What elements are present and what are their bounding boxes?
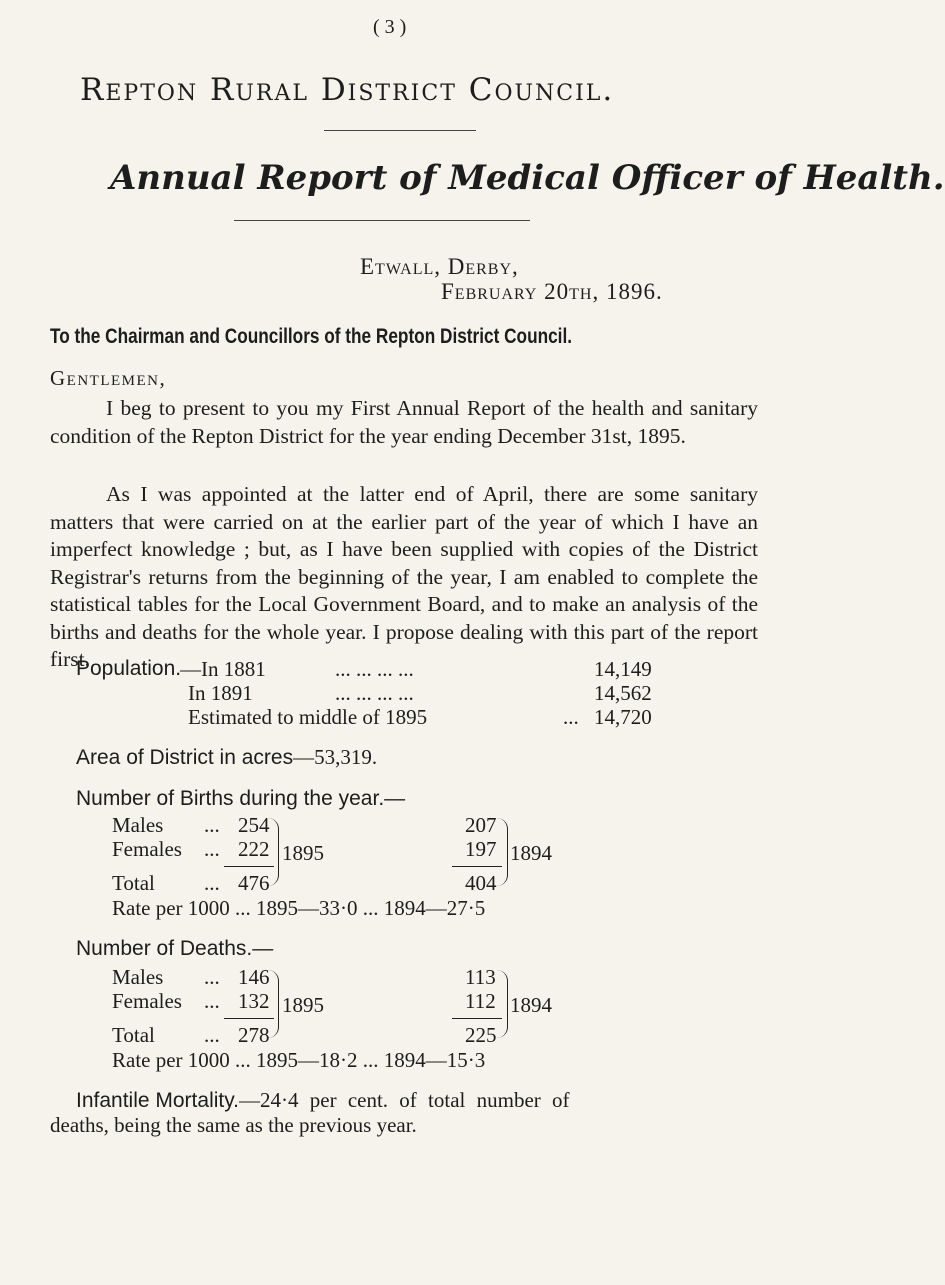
area-line bbox=[76, 745, 377, 770]
births-males-dots: ... bbox=[204, 813, 220, 837]
population-row-value: 14,562 bbox=[594, 681, 652, 705]
address-line: To the Chairman and Councillors of the Repton District Council. bbox=[50, 325, 573, 348]
deaths-females-label: Females bbox=[112, 989, 182, 1013]
infantile-text: —24·4 per cent. of total number of bbox=[239, 1088, 570, 1112]
deaths-total-label: Total bbox=[112, 1023, 155, 1047]
deaths-females-1894: 112 bbox=[465, 989, 496, 1013]
population-row-dots: ... ... ... ... bbox=[335, 681, 414, 705]
population-row-value: 14,720 bbox=[594, 705, 652, 729]
deaths-sum-line-1895 bbox=[224, 1018, 274, 1019]
births-females-1895: 222 bbox=[238, 837, 270, 861]
deaths-total-1894: 225 bbox=[465, 1023, 497, 1047]
deaths-total-dots: ... bbox=[204, 1023, 220, 1047]
deaths-brace-1895 bbox=[268, 970, 279, 1038]
births-males-label: Males bbox=[112, 813, 164, 837]
births-sum-line-1894 bbox=[452, 866, 502, 867]
births-sum-line-1895 bbox=[224, 866, 274, 867]
births-males-1895: 254 bbox=[238, 813, 270, 837]
population-row-label: In 1891 bbox=[188, 681, 253, 705]
area-label: Area of District in acres bbox=[76, 746, 294, 769]
births-heading: Number of Births during the year.— bbox=[76, 787, 406, 810]
population-row-label: —In 1881 bbox=[180, 657, 266, 681]
date: February 20th, 1896. bbox=[441, 279, 663, 304]
births-females-dots: ... bbox=[204, 837, 220, 861]
population-row-dots: ... bbox=[563, 705, 579, 729]
infantile-line bbox=[76, 1088, 570, 1113]
births-total-1895: 476 bbox=[238, 871, 270, 895]
births-year-1894: 1894 bbox=[510, 841, 552, 865]
births-females-label: Females bbox=[112, 837, 182, 861]
salutation: Gentlemen, bbox=[50, 366, 167, 390]
deaths-males-1894: 113 bbox=[465, 965, 496, 989]
paragraph-1: I beg to present to you my First Annual Report of the health and sanitary condition of the Repton District for the year ending December 31st, 1895. bbox=[50, 396, 758, 448]
births-females-1894: 197 bbox=[465, 837, 497, 861]
deaths-brace-1894 bbox=[497, 970, 508, 1038]
births-males-1894: 207 bbox=[465, 813, 497, 837]
deaths-males-label: Males bbox=[112, 965, 164, 989]
population-row-dots: ... ... ... ... bbox=[335, 657, 414, 681]
births-brace-1894 bbox=[497, 818, 508, 886]
population-row-label: Estimated to middle of 1895 bbox=[188, 705, 428, 729]
page-number: ( 3 ) bbox=[373, 16, 407, 38]
location: Etwall, Derby, bbox=[360, 254, 519, 279]
births-year-1895: 1895 bbox=[282, 841, 324, 865]
council-title: Repton Rural District Council. bbox=[80, 72, 615, 108]
births-rate: Rate per 1000 ... 1895—33·0 ... 1894—27·5 bbox=[112, 896, 486, 920]
births-total-dots: ... bbox=[204, 871, 220, 895]
deaths-total-1895: 278 bbox=[238, 1023, 270, 1047]
infantile-text-2: deaths, being the same as the previous year. bbox=[50, 1113, 417, 1137]
deaths-males-dots: ... bbox=[204, 965, 220, 989]
births-brace-1895 bbox=[268, 818, 279, 886]
divider-long bbox=[234, 220, 530, 221]
deaths-males-1895: 146 bbox=[238, 965, 270, 989]
paragraph-2: As I was appointed at the latter end of April, there are some sanitary matters that were carried on at the earlier part of the year of which I have an imperfect knowledge ; but, as I have been supplied with copies of the District Registrar's returns from the beginning of the year, I am enabled to complete the statistical tables for the Local Government Board, and to make an analysis of the births and deaths for the whole year. I propose dealing with this part of the report first. bbox=[50, 482, 758, 671]
deaths-year-1894: 1894 bbox=[510, 993, 552, 1017]
deaths-sum-line-1894 bbox=[452, 1018, 502, 1019]
area-value: —53,319. bbox=[293, 745, 378, 769]
population-label: Population. bbox=[76, 657, 182, 680]
deaths-year-1895: 1895 bbox=[282, 993, 324, 1017]
births-total-label: Total bbox=[112, 871, 155, 895]
deaths-females-dots: ... bbox=[204, 989, 220, 1013]
deaths-rate: Rate per 1000 ... 1895—18·2 ... 1894—15·3 bbox=[112, 1048, 486, 1072]
births-total-1894: 404 bbox=[465, 871, 497, 895]
infantile-label: Infantile Mortality. bbox=[76, 1089, 240, 1112]
divider-short bbox=[324, 130, 476, 131]
population-row-value: 14,149 bbox=[594, 657, 652, 681]
report-title: Annual Report of Medical Officer of Health. bbox=[110, 158, 945, 198]
deaths-heading: Number of Deaths.— bbox=[76, 937, 274, 960]
deaths-females-1895: 132 bbox=[238, 989, 270, 1013]
